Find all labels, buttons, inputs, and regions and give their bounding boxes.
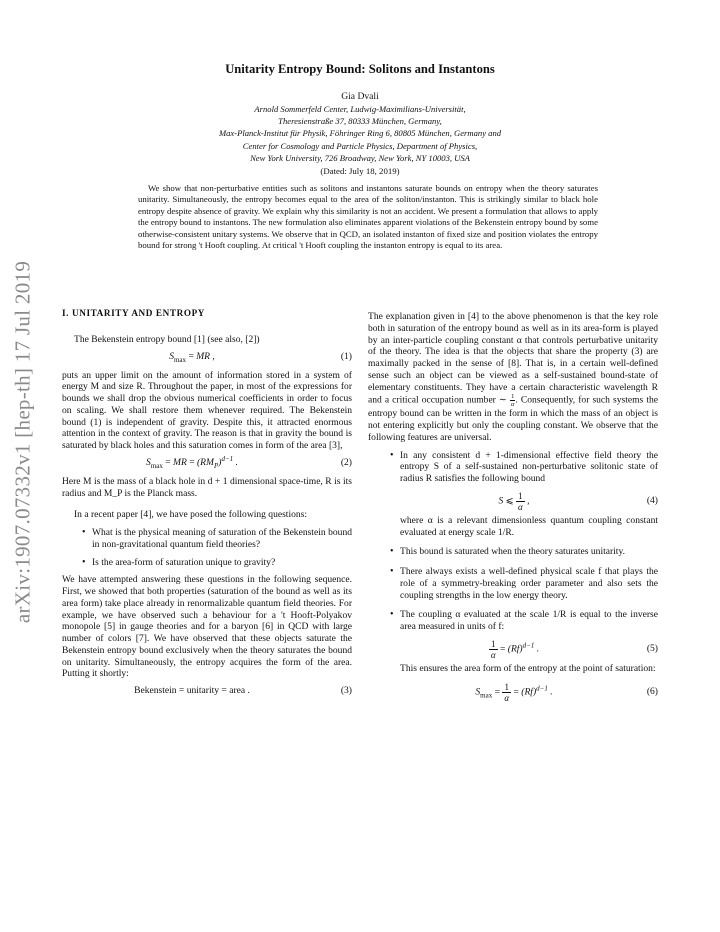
equation-1-body: $S_{max}$ = MR , [169,350,215,364]
question-list [62,527,352,568]
dated-line: (Dated: July 18, 2019) [320,166,400,176]
equation-4 [368,485,658,515]
list-item-text: In any consistent d + 1-dimensional effective field theory the entropy S of a self-sustained non-perturbative solitonic state of radius R satisfies the following bound [400,449,658,484]
paragraph: In a recent paper [4], we have posed the following questions: [74,509,308,521]
abstract: We show that non-perturbative entities such as solitons and instantons saturate bounds on entropy when the theory saturates unitarity. Simultaneously, the entropy becomes equal to the area of the soliton/instanton. This is strikingly similar to black hole entropy despite absence of gravity. We explain why this similarity is not an accident. We present a formulation that allows to apply the entropy bound to instantons. The new formulation also eliminates apparent violations of the Bekenstein entropy bound by some otherwise-consistent unitary systems. We observe that in QCD, an isolated instanton of fixed size and position violates the entropy bound for strong 't Hooft coupling. At critical 't Hooft coupling the instanton entropy is equal to its area. [138,183,598,251]
list-item [368,450,658,539]
equation-2-body: $S_{max}$ = MR = $(RM_P)^{d-1}$ . [146,454,238,470]
equation-number: (5) [646,642,658,654]
list-item: • There always exists a well-defined physical scale f that plays the role of a symmetry-breaking order parameter and also sets the coupling strengths in the low energy theory. [368,566,658,601]
list-item: • What is the physical meaning of saturation of the Bekenstein bound in non-gravitational quantum field theories? [62,527,352,551]
paragraph: Here M is the mass of a black hole in d + 1 dimensional space-time, R is its radius and M_P is the Planck mass. [62,475,352,499]
equation-3 [62,680,352,704]
affiliation-line: Max-Planck-Institut für Physik, Föhringer Ring 6, 80805 München, Germany and [218,128,502,139]
left-column [62,308,352,704]
list-item: • This bound is saturated when the theory saturates unitarity. [368,546,658,558]
list-item [368,609,658,706]
paragraph-text: The explanation given in [4] to the above phenomenon is that the key role both in saturation of the entropy bound as well as in its area-form is played by an inter-particle coupling constant α that controls perturbative unitarity of the theory. The idea is that the objects that share the property (3) are maximally packed in the sense of [8]. That is, in a certain well-defined sense such an object can be viewed as a self-sustained bound-state of elementary constituents. They have a certain characteristic wavelength R and a critical occupation number ∼ [368,311,658,406]
arxiv-stamp [6,232,40,652]
equation-2 [62,452,352,476]
affiliations [120,103,600,164]
equation-5 [368,633,658,663]
list-item-text: This ensures the area form of the entropy at the point of saturation: [400,662,656,674]
equation-6-body: $S_{max}$ = $\frac{1}{\alpha}$ = $(Rf)^{d-1}$ . [475,681,553,703]
paragraph-text: . Consequently, for such systems the entropy bound can be written in the form in which the mass of an object is not entering explicitly but only the coupling constant. We observe that the following features are universal. [368,394,658,443]
equation-6 [368,675,658,707]
list-item: • Is the area-form of saturation unique to gravity? [62,557,352,569]
right-column [368,311,658,715]
affiliation-line: Arnold Sommerfeld Center, Ludwig-Maximilians-Universität, [254,104,466,114]
arxiv-stamp-text: arXiv:1907.07332v1 [hep-th] 17 Jul 2019 [10,260,35,624]
equation-3-body: Bekenstein = unitarity = area . [134,685,250,696]
equation-number: (3) [340,685,352,696]
paragraph: We have attempted answering these questions in the following sequence. First, we showed that both properties (saturation of the bound as well as its area form) take place already in renormalizable quantum field theories. For example, we have observed such a behaviour for a 't Hooft-Polyakov monopole [5] in gauge theories and for a baryon [6] in QCD with large number of colors [7]. We have observed that these objects saturate the Bekenstein entropy bound exclusively when the theory saturates the bound on unitarity. Simultaneously, the entropy acquires the form of the area. Putting it shortly: [62,574,352,680]
equation-number: (1) [340,350,352,362]
paragraph [368,311,658,444]
section-heading: I. UNITARITY AND ENTROPY [62,308,206,318]
affiliation-line: New York University, 726 Broadway, New York, NY 10003, USA [250,152,470,163]
list-item-text: The coupling α evaluated at the scale 1/R is equal to the inverse area measured in units of f: [400,609,658,632]
fraction-one-over-alpha: $\frac{1}{\alpha}$ [511,393,515,409]
equation-1 [62,346,352,370]
paragraph: puts an upper limit on the amount of information stored in a system of energy M and size R. Throughout the paper, in most of the expressions for bounds we shall drop the obvious numerical coefficients in order to focus on scaling. We shall restore them whenever required. The Bekenstein bound (1) is independent of gravity. Despite this, it attracted enormous attention in the context of gravity. The reason is that in gravity the bound is saturated by black holes and this saturation comes in form of the area [3], [62,369,352,451]
paragraph: The Bekenstein entropy bound [1] (see also, [2]) [74,333,260,345]
affiliation-line: Theresienstraße 37, 80333 München, Germany, [278,116,442,127]
feature-list [368,450,658,707]
paper-title: Unitarity Entropy Bound: Solitons and Instantons [225,62,495,76]
author-name: Gia Dvali [341,91,379,102]
equation-5-body: $\frac{1}{\alpha}$ = $(Rf)^{d-1}$ . [490,638,540,660]
equation-number: (2) [340,456,352,468]
equation-4-body: S ⩽ $\frac{1}{\alpha}$ , [498,490,530,512]
list-item-text: where α is a relevant dimensionless quantum coupling constant evaluated at energy scale 1/R. [400,514,658,538]
equation-number: (4) [646,494,658,506]
affiliation-line: Center for Cosmology and Particle Physics, Department of Physics, [242,140,478,151]
equation-number: (6) [646,685,658,697]
